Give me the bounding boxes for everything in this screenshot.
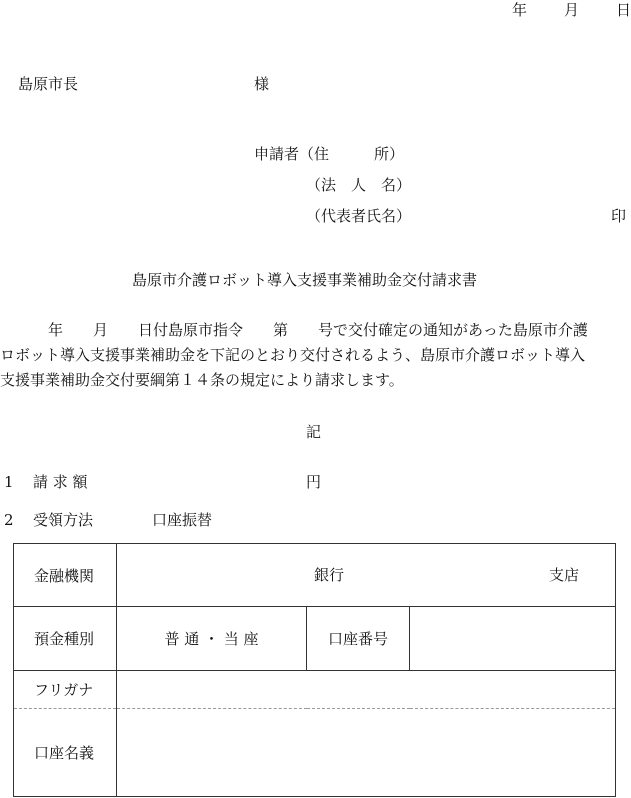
item2-value: 口座振替 (152, 511, 213, 529)
branch-suffix: 支店 (549, 566, 580, 584)
document-title: 島原市介護ロボット導入支援事業補助金交付請求書 (132, 271, 478, 289)
furigana-label: フリガナ (14, 671, 117, 709)
applicant-rep-label: （代表者氏名） (306, 207, 412, 225)
item2-label: 受領方法 (33, 511, 94, 529)
account-holder-field[interactable] (117, 709, 616, 797)
furigana-field[interactable] (117, 671, 616, 709)
deposit-type-label: 預金種別 (14, 607, 117, 671)
applicant-corp-label: （法 人 名） (306, 176, 412, 194)
row-institution (14, 544, 616, 607)
account-number-field[interactable] (410, 607, 616, 671)
item1-number: 1 (4, 473, 14, 491)
body-line-1: 年 月 日付島原市指令 第 号で交付確定の通知があった島原市介護 (48, 321, 588, 339)
addressee-honorific: 様 (254, 75, 270, 93)
date-month: 月 (564, 1, 580, 19)
date-year: 年 (512, 1, 528, 19)
bank-account-table (13, 543, 616, 797)
item1-unit: 円 (306, 473, 322, 491)
body-line-3: 支援事業補助金交付要綱第１４条の規定により請求します。 (0, 371, 404, 389)
account-number-label: 口座番号 (307, 607, 410, 671)
item2-number: 2 (4, 511, 14, 529)
deposit-type-options[interactable]: 普 通 ・ 当 座 (117, 607, 307, 671)
seal-mark: 印 (611, 207, 627, 225)
row-account-holder (14, 709, 616, 797)
bank-suffix: 銀行 (314, 566, 345, 584)
institution-label: 金融機関 (14, 544, 117, 607)
row-furigana (14, 671, 616, 709)
institution-field[interactable] (117, 544, 616, 607)
addressee-name: 島原市長 (18, 75, 79, 93)
body-line-2: ロボット導入支援事業補助金を下記のとおり交付されるよう、島原市介護ロボット導入 (0, 346, 586, 364)
item1-label: 請 求 額 (33, 473, 88, 491)
applicant-address-label: 申請者（住 所） (254, 145, 405, 163)
ki-heading: 記 (306, 423, 322, 441)
row-deposit (14, 607, 616, 671)
account-holder-label: 口座名義 (14, 709, 117, 797)
date-day: 日 (616, 1, 631, 19)
